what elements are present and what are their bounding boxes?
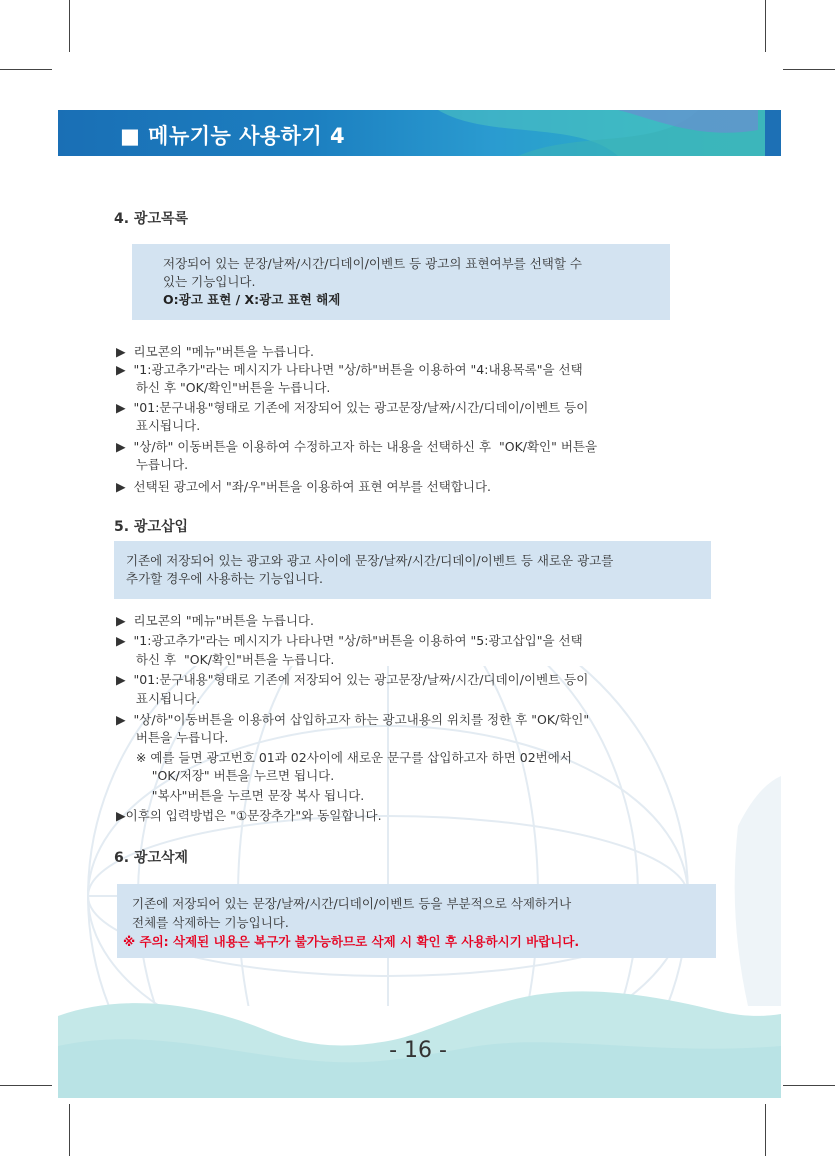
instruction-item: ▶이후의 입력방법은 "①문장추가"와 동일합니다. xyxy=(116,808,382,823)
info-text: 있는 기능입니다. xyxy=(163,274,256,289)
info-text: 기존에 저장되어 있는 광고와 광고 사이에 문장/날짜/시간/디데이/이벤트 등 새로운 광고를 xyxy=(126,553,614,568)
page-number: - 16 - xyxy=(389,1038,447,1063)
instruction-item: "복사"버튼을 누르면 문장 복사 됩니다. xyxy=(116,788,365,803)
crop-mark xyxy=(69,1104,70,1156)
info-text-bold: O:광고 표현 / X:광고 표현 해제 xyxy=(163,292,341,307)
banner-title: ■ 메뉴기능 사용하기 4 xyxy=(120,124,346,148)
crop-mark xyxy=(69,0,70,52)
crop-mark xyxy=(765,0,766,52)
info-text: 전체를 삭제하는 기능입니다. xyxy=(132,915,289,930)
title-banner xyxy=(58,110,781,156)
section-heading: 6. 광고삭제 xyxy=(114,850,189,866)
instruction-item: 하신 후 "OK/확인"버튼을 누릅니다. xyxy=(116,652,335,667)
info-text: 추가할 경우에 사용하는 기능입니다. xyxy=(126,571,324,586)
instruction-item: ▶ 리모콘의 "메뉴"버튼을 누릅니다. xyxy=(116,613,314,628)
crop-mark xyxy=(765,1104,766,1156)
instruction-item: 표시됩니다. xyxy=(116,691,201,706)
instruction-item: "OK/저장" 버튼을 누르면 됩니다. xyxy=(116,768,335,783)
instruction-item: 하신 후 "OK/확인"버튼을 누릅니다. xyxy=(116,380,331,395)
instruction-item: ▶ "1:광고추가"라는 메시지가 나타나면 "상/하"버튼을 이용하여 "4:내용목록"을 선택 xyxy=(116,362,583,377)
section-heading: 4. 광고목록 xyxy=(114,211,189,227)
instruction-item: ▶ "01:문구내용"형태로 기존에 저장되어 있는 광고문장/날짜/시간/디데이/이벤트 등이 xyxy=(116,400,589,415)
crop-mark xyxy=(0,1085,52,1086)
instruction-item: ▶ "1:광고추가"라는 메시지가 나타나면 "상/하"버튼을 이용하여 "5:광고삽입"을 선택 xyxy=(116,633,583,648)
instruction-item: 누릅니다. xyxy=(116,457,189,472)
info-text: 저장되어 있는 문장/날짜/시간/디데이/이벤트 등 광고의 표현여부를 선택할 수 xyxy=(163,256,582,271)
info-box xyxy=(132,244,670,320)
instruction-item: 버튼을 누릅니다. xyxy=(116,730,229,745)
instruction-item: ▶ "상/하" 이동버튼을 이용하여 수정하고자 하는 내용을 선택하신 후 "OK/확인" 버튼을 xyxy=(116,439,598,454)
instruction-item: ▶ 리모콘의 "메뉴"버튼을 누릅니다. xyxy=(116,344,314,359)
warning-text: ※ 주의: 삭제된 내용은 복구가 불가능하므로 삭제 시 확인 후 사용하시기 바랍니다. xyxy=(123,934,580,949)
info-box xyxy=(114,541,711,599)
instruction-item: ※ 예를 들면 광고번호 01과 02사이에 새로운 문구를 삽입하고자 하면 02번에서 xyxy=(116,750,572,765)
instruction-item: 표시됩니다. xyxy=(116,418,201,433)
section-heading: 5. 광고삽입 xyxy=(114,519,189,535)
crop-mark xyxy=(0,69,52,70)
manual-page xyxy=(58,66,781,1098)
instruction-item: ▶ "상/하"이동버튼을 이용하여 삽입하고자 하는 광고내용의 위치를 정한 후 "OK/학인" xyxy=(116,712,590,727)
instruction-item: ▶ 선택된 광고에서 "좌/우"버튼을 이용하여 표현 여부를 선택합니다. xyxy=(116,479,492,494)
crop-mark xyxy=(783,69,835,70)
info-text: 기존에 저장되어 있는 문장/날짜/시간/디데이/이벤트 등을 부분적으로 삭제하거나 xyxy=(132,896,572,911)
info-box xyxy=(117,884,716,958)
crop-mark xyxy=(783,1085,835,1086)
instruction-item: ▶ "01:문구내용"형태로 기존에 저장되어 있는 광고문장/날짜/시간/디데이/이벤트 등이 xyxy=(116,672,589,687)
